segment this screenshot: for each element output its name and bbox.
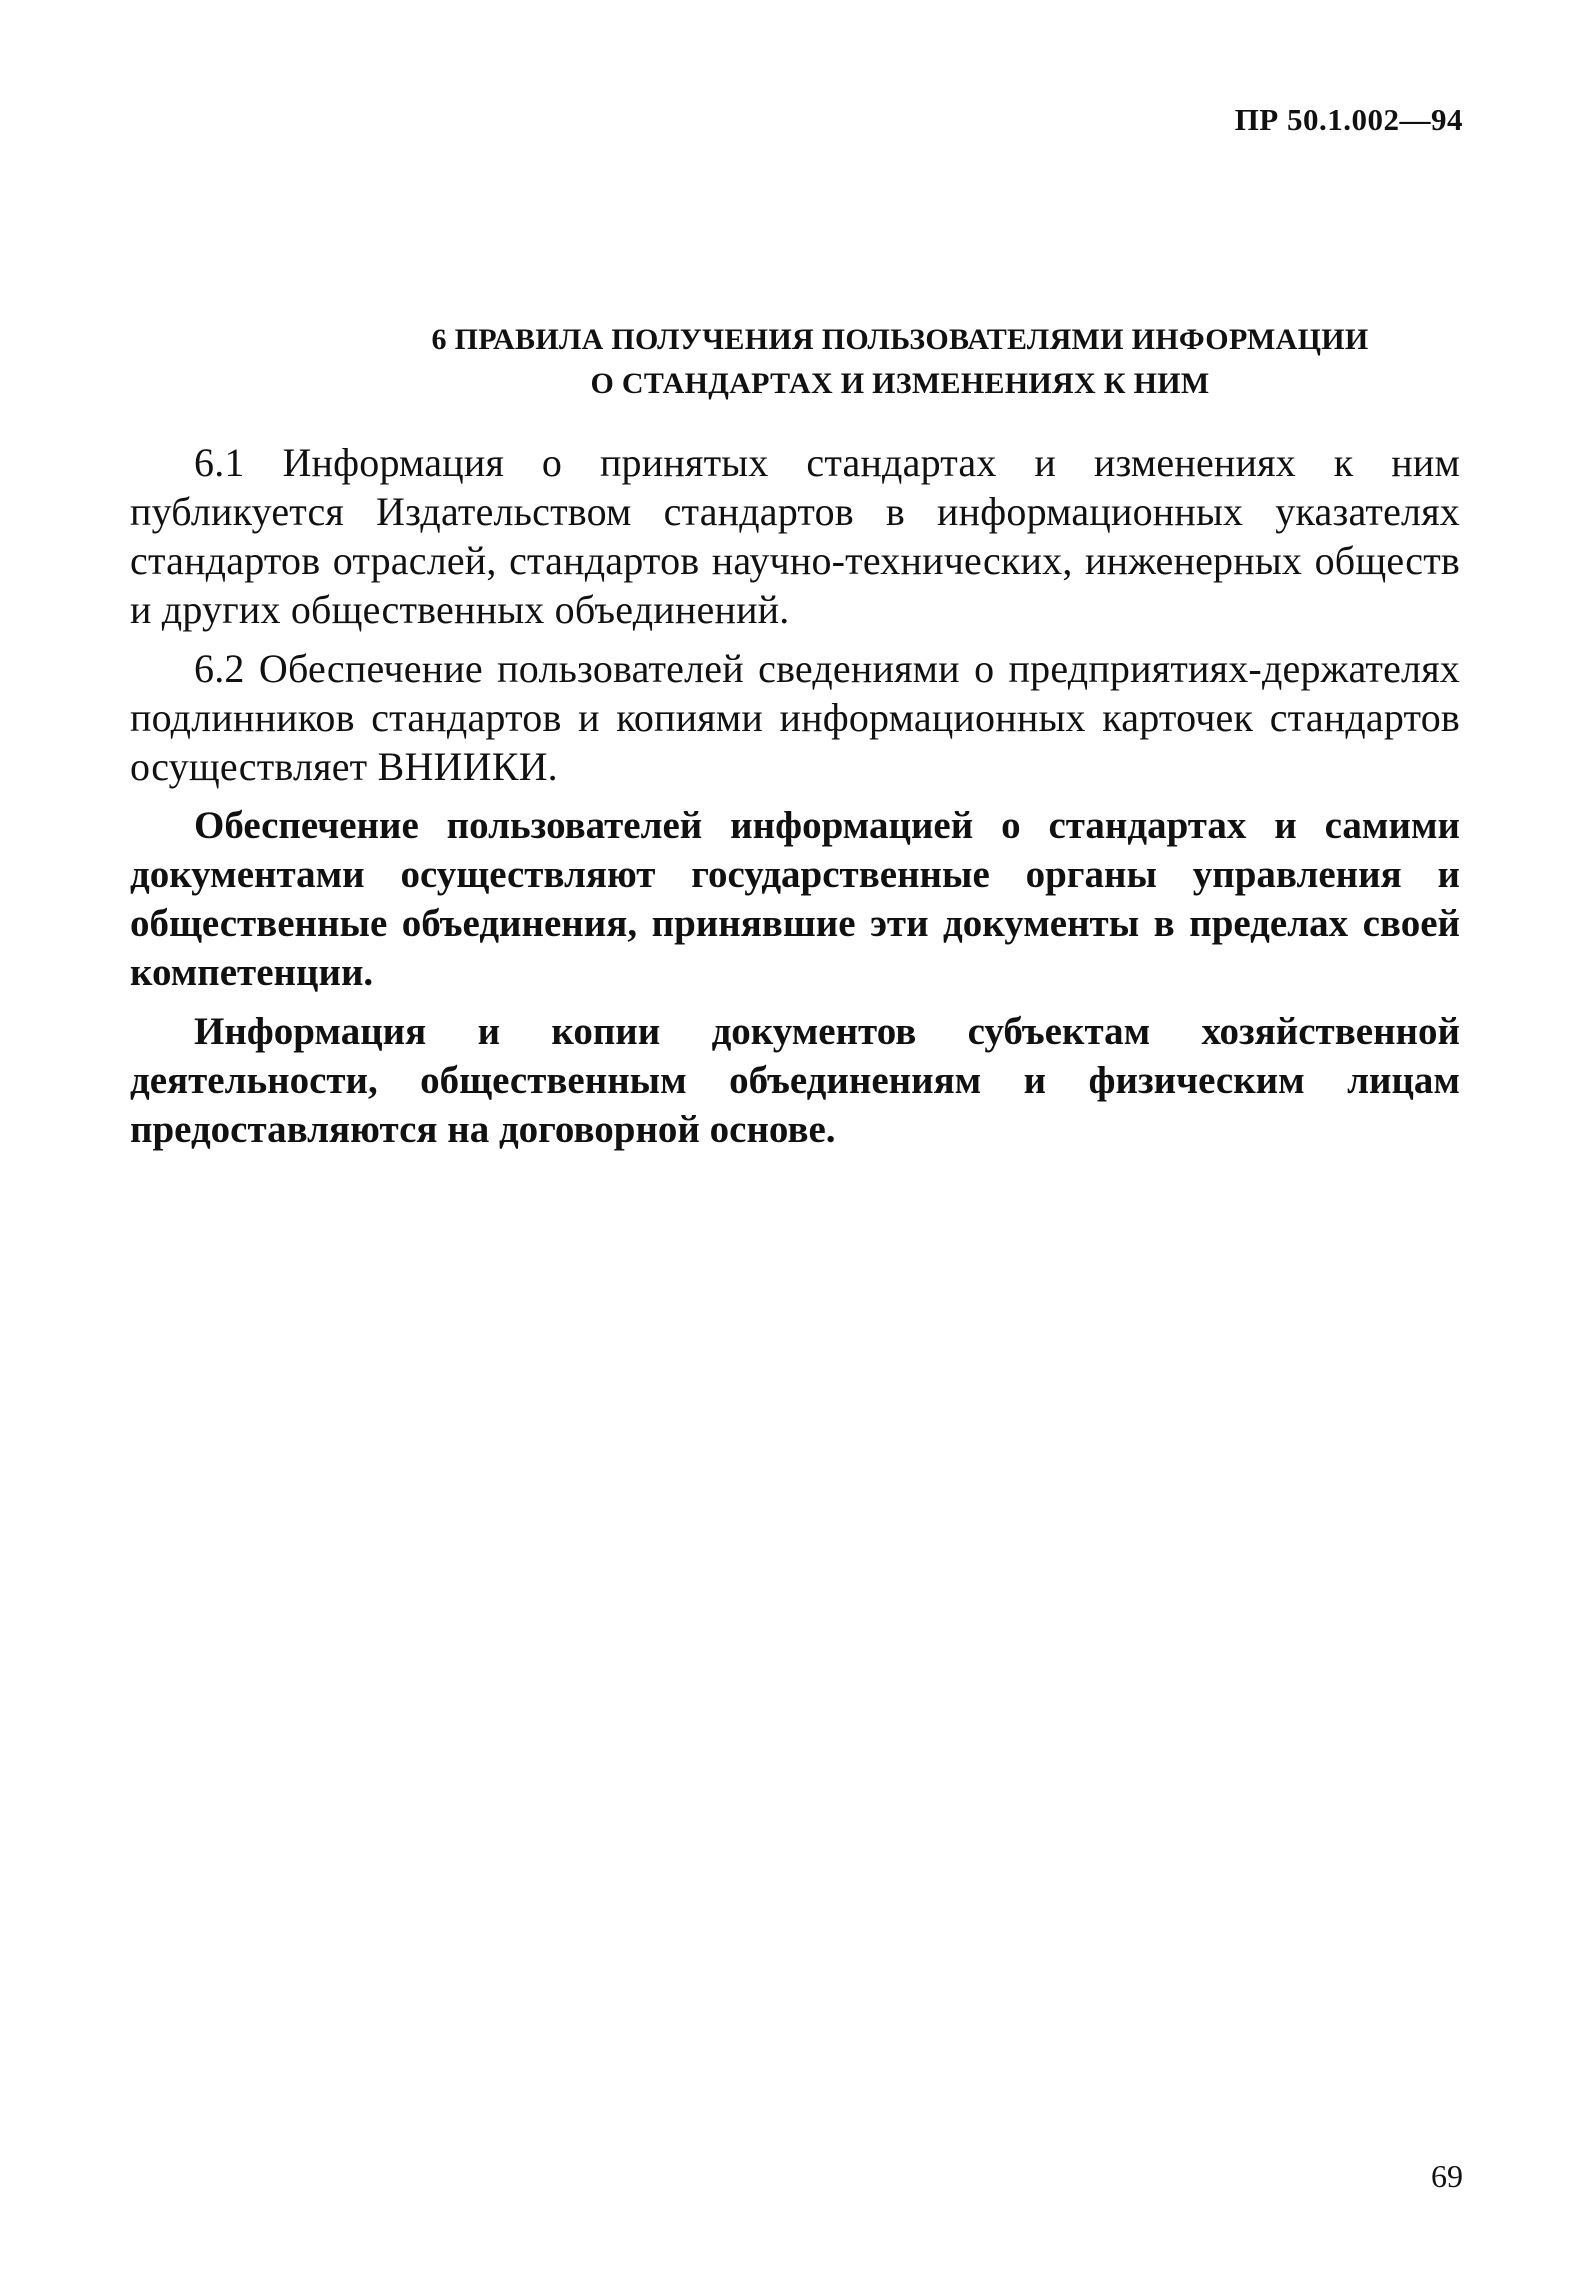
section-heading-line-2: О СТАНДАРТАХ И ИЗМЕНЕНИЯХ К НИМ bbox=[590, 367, 1210, 400]
paragraph-provision-authorities: Обеспечение пользователей информацией о стандартах и самими документами осуществляют государственные органы управления и общественные объединения, принявшие эти документы в пределах своей компетенции. bbox=[130, 804, 1460, 994]
section-body bbox=[130, 438, 1460, 1164]
document-code: ПР 50.1.002—94 bbox=[1234, 102, 1463, 137]
section-heading-line-1: 6 ПРАВИЛА ПОЛУЧЕНИЯ ПОЛЬЗОВАТЕЛЯМИ ИНФОРМАЦИИ bbox=[431, 323, 1369, 356]
paragraph-6-2: 6.2 Обеспечение пользователей сведениями о предприятиях-держателях подлинников стандартов и копиями информационных карточек стандартов осуществляет ВНИИКИ. bbox=[130, 646, 1460, 789]
paragraph-6-1: 6.1 Информация о принятых стандартах и изменениях к ним публикуется Издательством стандартов в информационных указателях стандартов отраслей, стандартов научно-технических, инженерных обществ и других общественных объединений. bbox=[130, 440, 1460, 632]
section-heading bbox=[180, 318, 1588, 406]
page-number: 69 bbox=[1431, 2158, 1463, 2194]
paragraph-contract-basis: Информация и копии документов субъектам хозяйственной деятельности, общественным объединениям и физическим лицам предоставляются на договорной основе. bbox=[130, 1010, 1460, 1151]
